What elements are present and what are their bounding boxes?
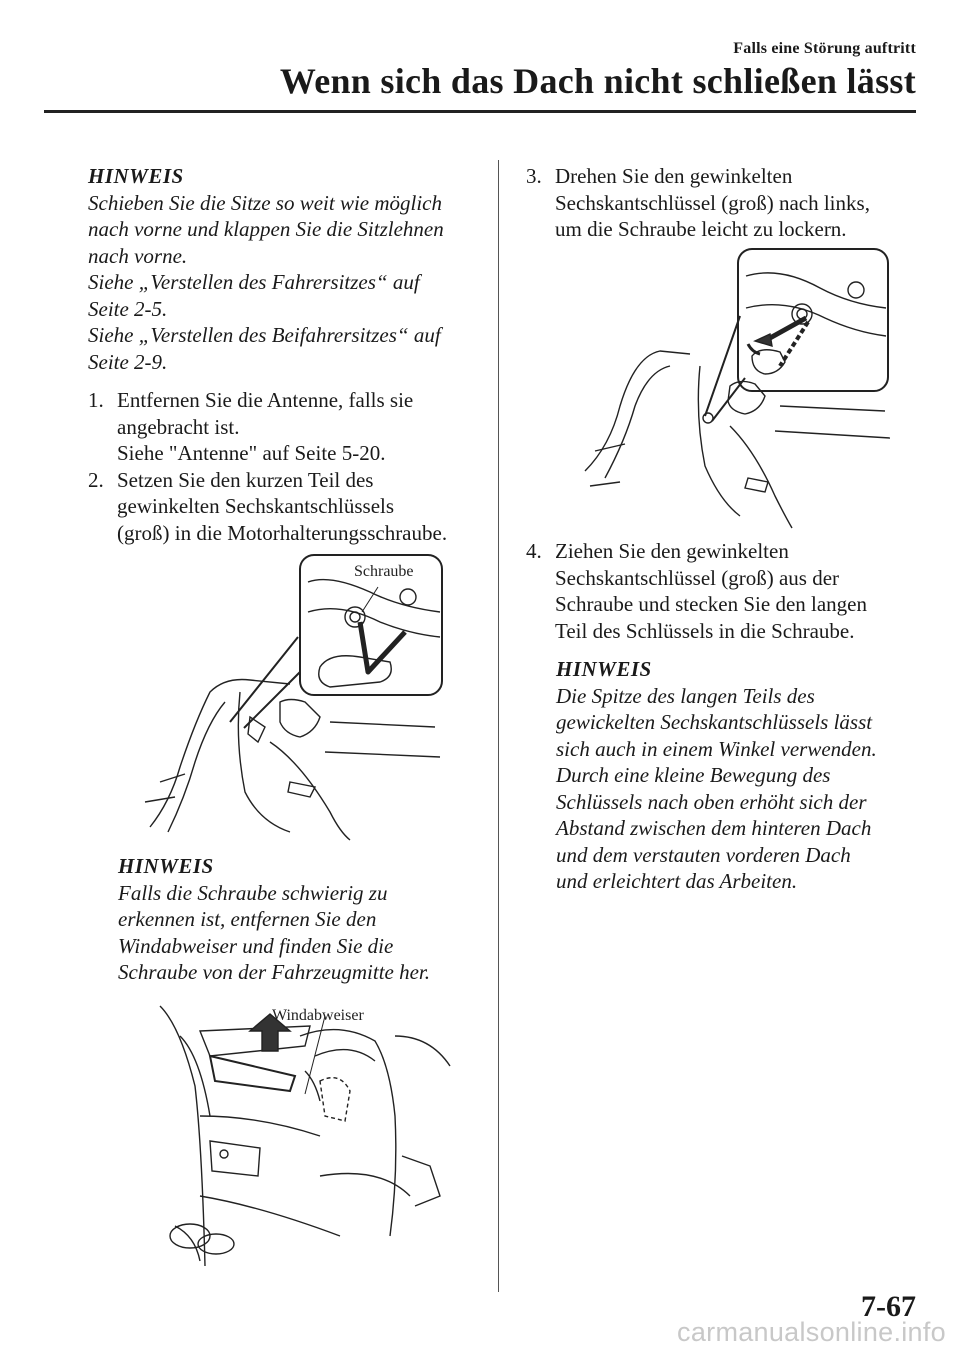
step-line: gewinkelten Sechskantschlüssels [117,494,395,518]
note-line: Seite 2-9. [88,349,168,374]
note-block-angle [556,656,928,895]
note-line: nach vorne und klappen Sie die Sitzlehnen [88,217,444,241]
step-line: Setzen Sie den kurzen Teil des [117,467,374,492]
note-line: Durch eine kleine Bewegung des [556,763,831,787]
section-title: Falls eine Störung auftritt [733,40,916,57]
step-line: Sechskantschlüssel (groß) nach links, [555,190,870,215]
step-line: (groß) in die Motorhalterungsschraube. [117,520,448,545]
page-number: 7-67 [861,1290,916,1323]
callout-windabweiser: Windabweiser [272,1007,364,1024]
note-block-windshield [118,853,488,986]
step-3 [526,163,926,243]
figure-loosen-bolt [580,246,900,531]
step-line: Ziehen Sie den gewinkelten [555,539,789,563]
step-number: 4. [526,539,542,563]
column-divider [498,160,499,1292]
callout-schraube: Schraube [354,563,414,580]
page-title: Wenn sich das Dach nicht schließen lässt [279,61,916,101]
site-watermark: carmanualsonline.info [677,1317,946,1347]
note-line: Schlüssels nach oben erhöht sich der [556,789,867,814]
step-line: angebracht ist. [117,414,240,439]
note-line: gewickelten Sechskantschlüssels lässt [556,710,873,734]
step-line: Sechskantschlüssel (groß) aus der [555,565,840,590]
note-heading: HINWEIS [88,164,184,188]
note-line: und erleichtert das Arbeiten. [556,869,798,893]
step-1 [88,387,488,467]
note-line: Falls die Schraube schwierig zu [118,880,388,905]
note-line: nach vorne. [88,243,188,268]
note-line: Windabweiser und finden Sie die [118,933,394,958]
step-number: 2. [88,467,104,492]
note-line: Abstand zwischen dem hinteren Dach [556,816,872,840]
step-line: Entfernen Sie die Antenne, falls sie [117,388,414,412]
step-2 [88,467,488,547]
step-number: 1. [88,388,104,412]
note-line: sich auch in einem Winkel verwenden. [556,736,877,761]
note-heading: HINWEIS [118,854,214,878]
step-line: um die Schraube leicht zu lockern. [555,217,847,241]
right-column-lower [526,538,926,644]
left-column [88,163,488,546]
note-line: Schieben Sie die Sitze so weit wie möglich [88,190,443,215]
step-number: 3. [526,164,542,188]
note-line: Schraube von der Fahrzeugmitte her. [118,960,431,984]
header-rule [44,110,916,113]
right-column [526,163,926,243]
note-line: Die Spitze des langen Teils des [556,683,815,708]
note-heading: HINWEIS [556,657,652,681]
note-line: Seite 2-5. [88,296,168,321]
step-line: Drehen Sie den gewinkelten [555,164,793,188]
note-line: erkennen ist, entfernen Sie den [118,907,377,931]
figure-bolt-hex-key [140,552,450,842]
note-line: und dem verstauten vorderen Dach [556,842,851,867]
step-4 [526,538,926,644]
note-line: Siehe „Verstellen des Fahrersitzes“ auf [88,270,420,294]
figure-wind-deflector [140,996,460,1266]
step-line: Schraube und stecken Sie den langen [555,592,867,616]
step-line: Siehe "Antenne" auf Seite 5-20. [117,441,386,465]
note-block-seats [88,163,488,375]
step-line: Teil des Schlüssels in die Schraube. [555,618,855,643]
note-line: Siehe „Verstellen des Beifahrersitzes“ auf [88,323,441,347]
